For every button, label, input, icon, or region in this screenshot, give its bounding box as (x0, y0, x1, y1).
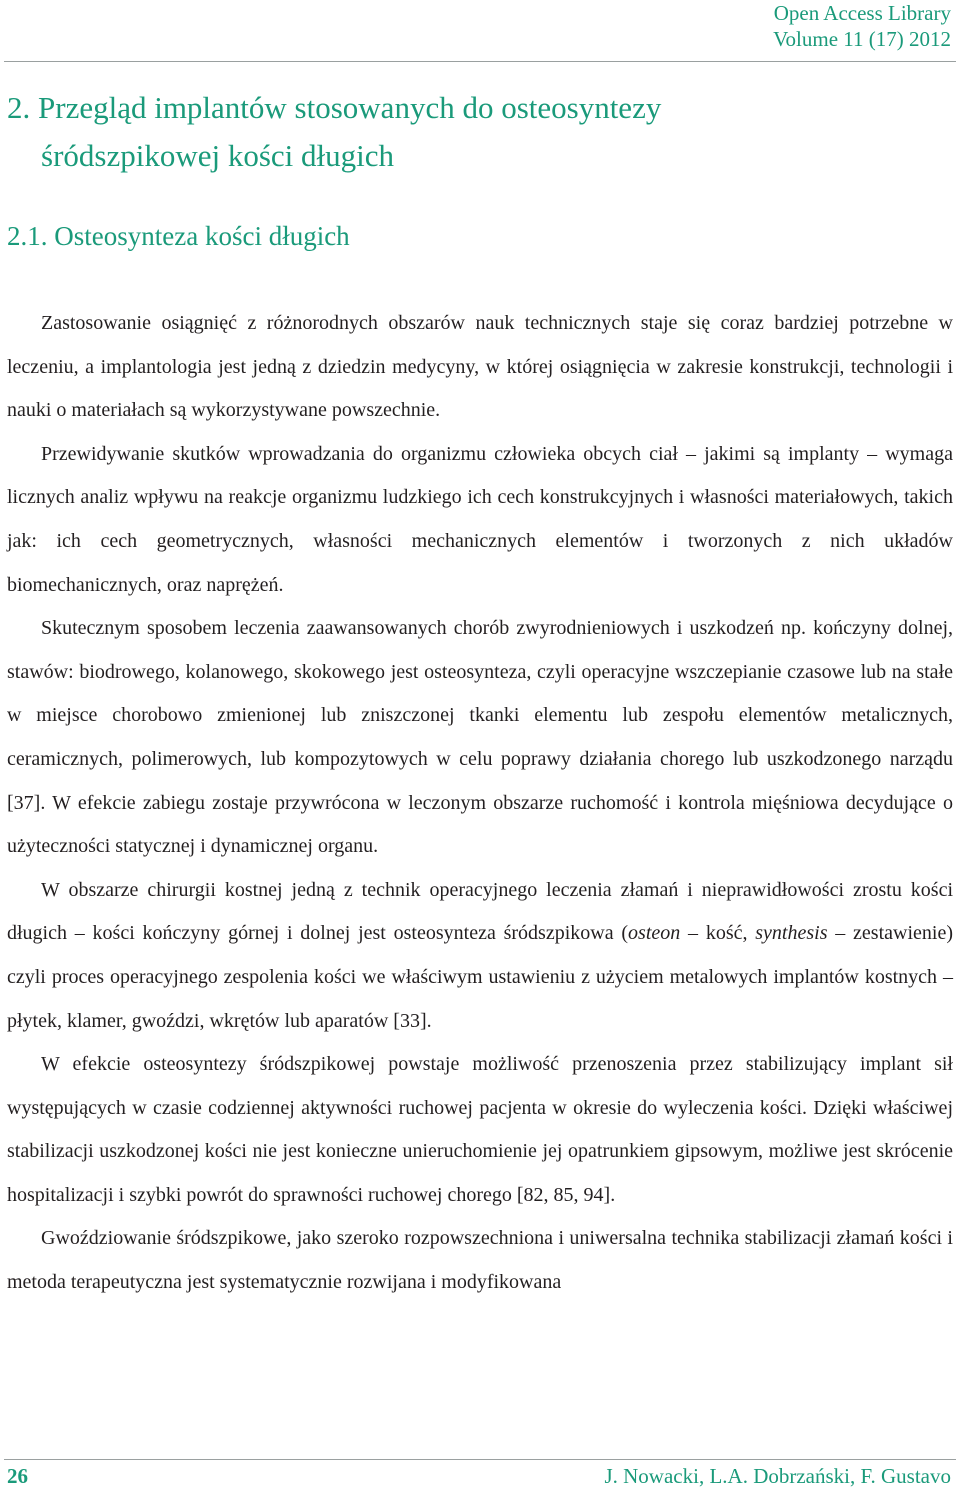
section-title-line-1: 2. Przegląd implantów stosowanych do osteosyntezy (7, 90, 662, 125)
page-number: 26 (7, 1464, 28, 1488)
paragraph-4-text-c: – zestawienie) czyli proces operacyjnego zespolenia kości we właściwym ustawieniu z użyciem metalowych implantów kostnych – płytek, klamer, gwoździ, wkrętów lub aparatów [33]. (7, 922, 953, 1032)
paragraph-4-text-b: – kość, (680, 922, 756, 945)
section-title-line-2: śródszpikowej kości długich (41, 138, 395, 173)
footer-authors: J. Nowacki, L.A. Dobrzański, F. Gustavo (604, 1464, 951, 1488)
term-osteon: osteon (628, 922, 681, 945)
section-title (7, 84, 907, 180)
paragraph-2: Przewidywanie skutków wprowadzania do organizmu człowieka obcych ciał – jakimi są implanty – wymaga licznych analiz wpływu na reakcje organizmu ludzkiego ich cech konstrukcyjnych i własności materiałowych, takich jak: ich cech geometrycznych, własności mechanicznych elementów i tworzonych z nich układów biomechanicznych, oraz naprężeń. (7, 442, 953, 596)
journal-name: Open Access Library (773, 1, 951, 25)
paragraph-3: Skutecznym sposobem leczenia zaawansowanych chorób zwyrodnieniowych i uszkodzeń np. kończyny dolnej, stawów: biodrowego, kolanowego, skokowego jest osteosynteza, czyli operacyjne wszczepianie czasowe lub na stałe w miejsce chorobowo zmienionej lub zniszczonej tkanki elementu lub zespołu elementów metalicznych, ceramicznych, polimerowych, lub kompozytowych w celu poprawy działania chorego lub uszkodzonego narządu [37]. W efekcie zabiegu zostaje przywrócona w leczonym obszarze ruchomość i kontrola mięśniowa decydujące o użyteczności statycznej i dynamicznej organu. (7, 617, 953, 858)
paragraph-4 (7, 869, 953, 1043)
footer-divider (4, 1459, 956, 1460)
paragraph-5: W efekcie osteosyntezy śródszpikowej powstaje możliwość przenoszenia przez stabilizujący implant sił występujących w czasie codziennej aktywności ruchowej pacjenta w okresie do wyleczenia kości. Dzięki właściwej stabilizacji uszkodzonej kości nie jest konieczne unieruchomienie jej opatrunkiem gipsowym, możliwe jest skrócenie hospitalizacji i szybki powrót do sprawności ruchowej chorego [82, 85, 94]. (7, 1053, 953, 1206)
header-divider (4, 61, 956, 62)
term-synthesis: synthesis (755, 922, 828, 945)
journal-volume: Volume 11 (17) 2012 (773, 27, 951, 51)
running-header (773, 0, 951, 52)
body-text (7, 302, 953, 1305)
paragraph-6: Gwoździowanie śródszpikowe, jako szeroko rozpowszechniona i uniwersalna technika stabilizacji złamań kości i metoda terapeutyczna jest systematycznie rozwijana i modyfikowana (7, 1227, 953, 1294)
paragraph-4-text-a: W obszarze chirurgii kostnej jedną z technik operacyjnego leczenia złamań i nieprawidłowości zrostu kości długich – kości kończyny górnej i dolnej jest osteosynteza śródszpikowa ( (7, 878, 953, 945)
paragraph-1: Zastosowanie osiągnięć z różnorodnych obszarów nauk technicznych staje się coraz bardziej potrzebne w leczeniu, a implantologia jest jedną z dziedzin medycyny, w której osiągnięcia w zakresie konstrukcji, technologii i nauki o materiałach są wykorzystywane powszechnie. (7, 312, 953, 422)
subsection-title: 2.1. Osteosynteza kości długich (7, 221, 350, 251)
